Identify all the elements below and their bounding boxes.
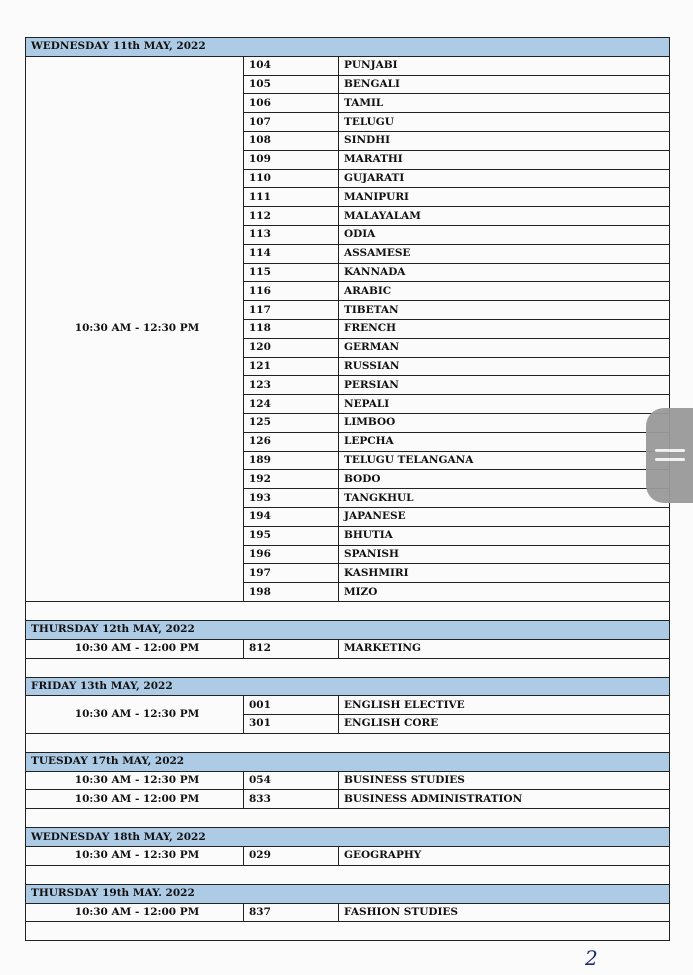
day-date: THURSDAY 12th MAY, 2022: [26, 620, 670, 639]
subject-name: TAMIL: [339, 94, 670, 113]
subject-name: ENGLISH ELECTIVE: [339, 696, 670, 715]
spacer-cell: [26, 865, 670, 884]
subject-row: [26, 771, 670, 790]
subject-name: MIZO: [339, 583, 670, 602]
exam-time: 10:30 AM - 12:00 PM: [26, 790, 244, 809]
subject-name: GEOGRAPHY: [339, 847, 670, 866]
handle-grip-line: [655, 458, 685, 461]
subject-name: MARATHI: [339, 150, 670, 169]
subject-code: 812: [244, 639, 339, 658]
subject-code: 121: [244, 357, 339, 376]
subject-code: 196: [244, 545, 339, 564]
exam-time: 10:30 AM - 12:30 PM: [26, 696, 244, 734]
subject-code: 110: [244, 169, 339, 188]
subject-code: 109: [244, 150, 339, 169]
subject-code: 125: [244, 413, 339, 432]
subject-code: 113: [244, 225, 339, 244]
schedule-body: [26, 38, 670, 941]
subject-name: LIMBOO: [339, 413, 670, 432]
spacer-row: [26, 922, 670, 941]
subject-name: SPANISH: [339, 545, 670, 564]
subject-name: FASHION STUDIES: [339, 903, 670, 922]
subject-code: 126: [244, 432, 339, 451]
spacer-cell: [26, 922, 670, 941]
day-date: FRIDAY 13th MAY, 2022: [26, 677, 670, 696]
spacer-cell: [26, 733, 670, 752]
subject-code: 105: [244, 75, 339, 94]
subject-code: 115: [244, 263, 339, 282]
handle-grip-line: [655, 449, 685, 452]
exam-time: 10:30 AM - 12:30 PM: [26, 771, 244, 790]
subject-name: TELUGU TELANGANA: [339, 451, 670, 470]
day-header-row: [26, 828, 670, 847]
subject-name: BUSINESS STUDIES: [339, 771, 670, 790]
spacer-cell: [26, 601, 670, 620]
subject-code: 104: [244, 56, 339, 75]
subject-row: [26, 903, 670, 922]
subject-code: 195: [244, 526, 339, 545]
exam-time: 10:30 AM - 12:30 PM: [26, 847, 244, 866]
subject-name: ARABIC: [339, 282, 670, 301]
subject-name: MALAYALAM: [339, 207, 670, 226]
subject-row: [26, 696, 670, 715]
day-header-row: [26, 38, 670, 57]
spacer-row: [26, 809, 670, 828]
spacer-cell: [26, 658, 670, 677]
subject-code: 118: [244, 319, 339, 338]
subject-name: NEPALI: [339, 395, 670, 414]
subject-code: 192: [244, 470, 339, 489]
spacer-row: [26, 601, 670, 620]
subject-name: GERMAN: [339, 338, 670, 357]
exam-schedule-table: [25, 37, 670, 941]
subject-code: 108: [244, 131, 339, 150]
subject-code: 301: [244, 715, 339, 734]
subject-name: ENGLISH CORE: [339, 715, 670, 734]
subject-name: RUSSIAN: [339, 357, 670, 376]
subject-code: 124: [244, 395, 339, 414]
subject-name: KASHMIRI: [339, 564, 670, 583]
spacer-row: [26, 733, 670, 752]
subject-code: 054: [244, 771, 339, 790]
subject-name: TANGKHUL: [339, 489, 670, 508]
subject-name: BHUTIA: [339, 526, 670, 545]
spacer-row: [26, 865, 670, 884]
subject-code: 833: [244, 790, 339, 809]
subject-code: 107: [244, 113, 339, 132]
subject-name: BENGALI: [339, 75, 670, 94]
subject-code: 029: [244, 847, 339, 866]
exam-schedule-sheet: [25, 37, 669, 941]
spacer-row: [26, 658, 670, 677]
exam-time: 10:30 AM - 12:30 PM: [26, 56, 244, 601]
subject-name: GUJARATI: [339, 169, 670, 188]
subject-name: TELUGU: [339, 113, 670, 132]
day-header-row: [26, 752, 670, 771]
subject-code: 197: [244, 564, 339, 583]
subject-code: 193: [244, 489, 339, 508]
subject-row: [26, 639, 670, 658]
subject-row: [26, 56, 670, 75]
subject-code: 001: [244, 696, 339, 715]
day-date: WEDNESDAY 11th MAY, 2022: [26, 38, 670, 57]
subject-code: 112: [244, 207, 339, 226]
subject-name: BUSINESS ADMINISTRATION: [339, 790, 670, 809]
subject-name: BODO: [339, 470, 670, 489]
subject-name: LEPCHA: [339, 432, 670, 451]
subject-code: 123: [244, 376, 339, 395]
day-date: THURSDAY 19th MAY. 2022: [26, 884, 670, 903]
day-header-row: [26, 884, 670, 903]
subject-name: KANNADA: [339, 263, 670, 282]
subject-name: FRENCH: [339, 319, 670, 338]
subject-name: JAPANESE: [339, 507, 670, 526]
subject-name: MANIPURI: [339, 188, 670, 207]
exam-time: 10:30 AM - 12:00 PM: [26, 903, 244, 922]
subject-code: 117: [244, 301, 339, 320]
subject-code: 116: [244, 282, 339, 301]
day-header-row: [26, 620, 670, 639]
spacer-cell: [26, 809, 670, 828]
day-date: WEDNESDAY 18th MAY, 2022: [26, 828, 670, 847]
day-header-row: [26, 677, 670, 696]
subject-code: 111: [244, 188, 339, 207]
subject-name: PERSIAN: [339, 376, 670, 395]
subject-code: 837: [244, 903, 339, 922]
subject-name: MARKETING: [339, 639, 670, 658]
subject-code: 106: [244, 94, 339, 113]
subject-code: 114: [244, 244, 339, 263]
subject-code: 189: [244, 451, 339, 470]
subject-name: TIBETAN: [339, 301, 670, 320]
subject-name: PUNJABI: [339, 56, 670, 75]
subject-name: ODIA: [339, 225, 670, 244]
day-date: TUESDAY 17th MAY, 2022: [26, 752, 670, 771]
subject-code: 120: [244, 338, 339, 357]
subject-row: [26, 847, 670, 866]
exam-time: 10:30 AM - 12:00 PM: [26, 639, 244, 658]
subject-name: ASSAMESE: [339, 244, 670, 263]
subject-code: 198: [244, 583, 339, 602]
handwritten-page-number: 2: [585, 946, 598, 970]
subject-name: SINDHI: [339, 131, 670, 150]
scroll-handle[interactable]: [646, 408, 693, 503]
subject-code: 194: [244, 507, 339, 526]
subject-row: [26, 790, 670, 809]
